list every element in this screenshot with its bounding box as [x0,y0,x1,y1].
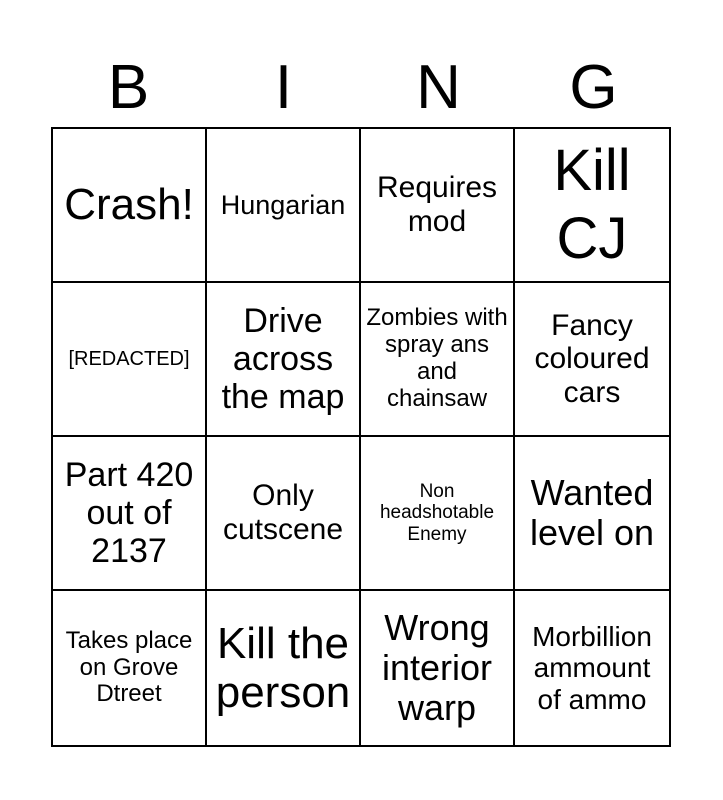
bingo-cell-r3c3[interactable] [361,437,515,591]
header-letter-b: B [107,53,150,122]
bingo-cell-r4c3[interactable] [361,591,515,745]
bingo-cell-r2c3[interactable] [361,283,515,437]
bingo-cell-text: Morbillion ammount of ammo [532,620,652,715]
bingo-cell-text: Wanted level on [529,471,655,553]
bingo-cell-text: Fancy coloured cars [534,308,650,409]
bingo-cell-text: Requires mod [376,171,498,238]
bingo-card-grid [51,127,671,747]
bingo-cell-r4c4[interactable] [515,591,669,745]
bingo-cell-text: Drive across the map [221,301,345,417]
header-letter-i: I [274,53,293,122]
bingo-header [51,52,671,124]
header-letter-g: G [569,53,618,122]
bingo-cell-r4c1[interactable] [53,591,207,745]
bingo-cell-text: Non headshotable Enemy [379,481,495,545]
bingo-cell-text: Takes place on Grove Dtreet [65,626,193,708]
bingo-cell-text: Zombies with spray ans and chainsaw [366,304,508,412]
bingo-cell-r2c2[interactable] [207,283,361,437]
bingo-cell-r1c1[interactable] [53,129,207,283]
bingo-cell-r3c2[interactable] [207,437,361,591]
bingo-cell-r2c1[interactable] [53,283,207,437]
bingo-cell-text: Only cutscene [222,479,344,546]
bingo-cell-text: Kill the person [215,618,351,717]
bingo-cell-r3c4[interactable] [515,437,669,591]
bingo-cell-text: Wrong interior warp [381,606,493,729]
bingo-cell-text: [REDACTED] [68,347,190,370]
bingo-cell-text: Part 420 out of 2137 [64,455,194,571]
bingo-cell-text: Hungarian [220,189,346,220]
bingo-cell-r1c4[interactable] [515,129,669,283]
bingo-cell-r3c1[interactable] [53,437,207,591]
bingo-cell-text: Crash! [64,180,194,230]
bingo-cell-r2c4[interactable] [515,283,669,437]
bingo-cell-r4c2[interactable] [207,591,361,745]
bingo-cell-r1c2[interactable] [207,129,361,283]
bingo-cell-r1c3[interactable] [361,129,515,283]
header-letter-n: N [416,53,461,122]
bingo-cell-text: Kill CJ [553,137,631,271]
